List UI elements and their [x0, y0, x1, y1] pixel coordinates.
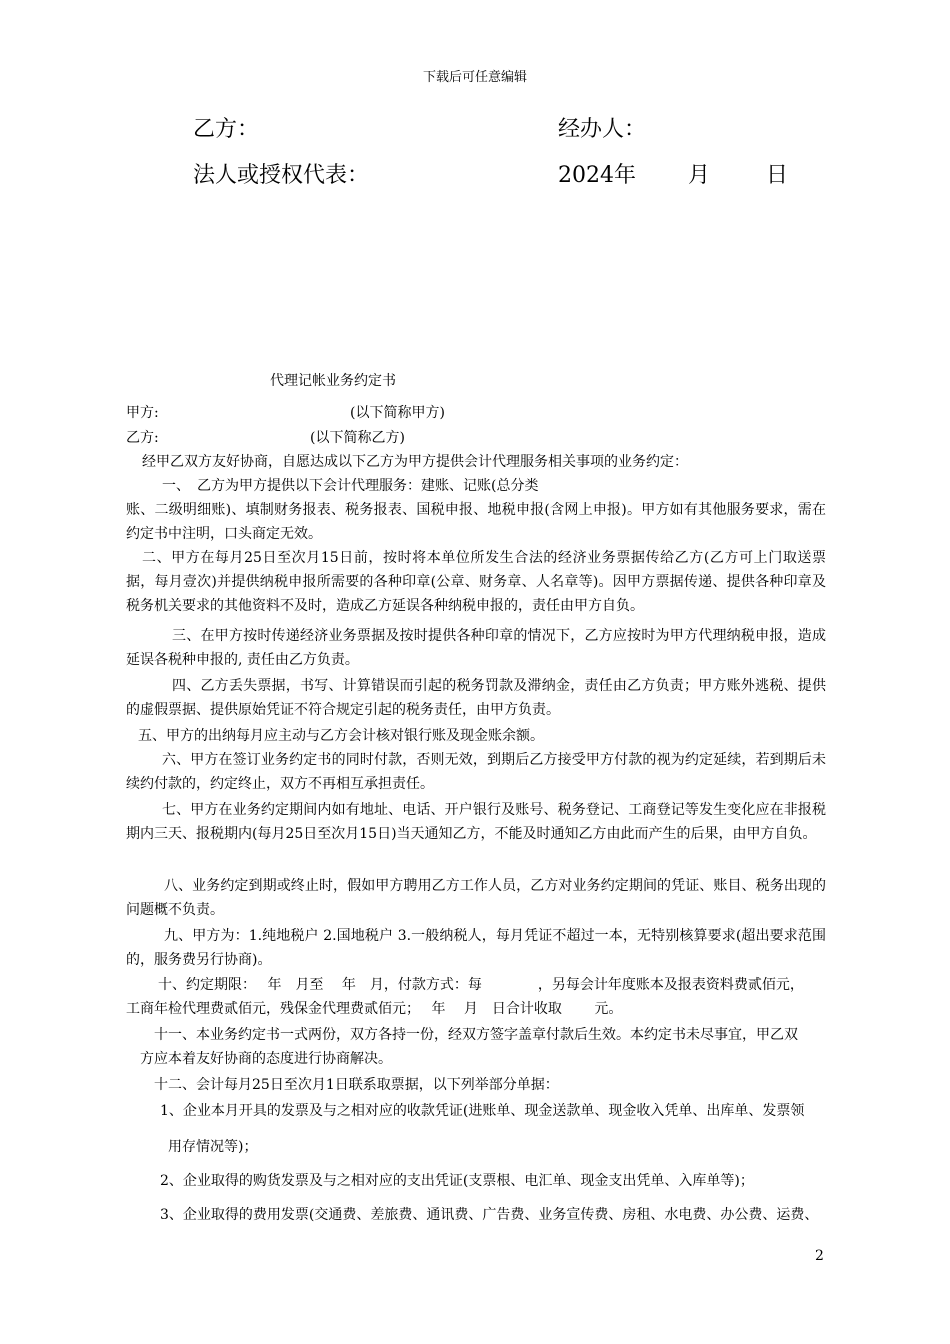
clause-3: 三、在甲方按时传递经济业务票据及按时提供各种印章的情况下，乙方应按时为甲方代理纳税申报，造成延误各税种申报的, 责任由乙方负责。	[126, 628, 826, 668]
page-header: 下载后可任意编辑	[422, 70, 527, 85]
clause-8: 八、业务约定到期或终止时，假如甲方聘用乙方工作人员，乙方对业务约定期间的凭证、账目、税务出现的问题概不负责。	[126, 878, 826, 918]
clause-10-line-2: 工商年检代理费贰佰元，残保金代理费贰佰元； 年 月 日合计收取 元。	[126, 1001, 623, 1017]
signature-year: 2024年	[558, 163, 636, 188]
legal-rep-label: 法人或授权代表：	[193, 163, 370, 188]
party-b-signature-label: 乙方：	[193, 117, 260, 142]
clause-5: 五、甲方的出纳每月应主动与乙方会计核对银行账及现金账余额。	[138, 728, 544, 744]
intro-paragraph: 经甲乙双方友好协商，自愿达成以下乙方为甲方提供会计代理服务相关事项的业务约定：	[142, 454, 688, 470]
clause-9: 九、甲方为：1.纯地税户 2.国地税户 3.一般纳税人，每月凭证不超过一本，无特别核算要求(超出要求范围的，服务费另行协商)。	[126, 928, 826, 968]
clause-1-first-line: 一、 乙方为甲方提供以下会计代理服务：建账、记账(总分类	[162, 478, 539, 494]
clause-6: 六、甲方在签订业务约定书的同时付款，否则无效，到期后乙方接受甲方付款的视为约定延续，若到期后未续约付款的，约定终止，双方不再相互承担责任。	[126, 752, 826, 792]
clause-1-continued: 账、二级明细账)、填制财务报表、税务报表、国税申报、地税申报(含网上申报)。甲方如有其他服务要求，需在约定书中注明，口头商定无效。	[126, 502, 826, 542]
signature-day: 日	[766, 163, 789, 188]
party-a-note: (以下简称甲方)	[350, 405, 445, 421]
clause-11-line-2: 方应本着友好协商的态度进行协商解决。	[140, 1051, 392, 1067]
list-item-3: 3、企业取得的费用发票(交通费、差旅费、通讯费、广告费、业务宣传费、房租、水电费、办公费、运费、	[160, 1207, 819, 1223]
list-item-1-line-1: 1、企业本月开具的发票及与之相对应的收款凭证(进账单、现金送款单、现金收入凭单、出库单、发票领	[160, 1103, 805, 1119]
clause-10-line-1: 十、约定期限： 年 月至 年 月，付款方式：每 ，另每会计年度账本及报表资料费贰佰元，	[158, 977, 804, 993]
party-b-label: 乙方:	[126, 430, 159, 446]
clause-11-line-1: 十一、本业务约定书一式两份，双方各持一份，经双方签字盖章付款后生效。本约定书未尽事宜，甲乙双	[154, 1027, 798, 1043]
clause-7: 七、甲方在业务约定期间内如有地址、电话、开户银行及账号、税务登记、工商登记等发生变化应在非报税期内三天、报税期内(每月25日至次月15日)当天通知乙方，不能及时通知乙方由此而产生的后果，由甲方自负。	[126, 802, 826, 842]
clause-12: 十二、会计每月25日至次月1日联系取票据，以下列举部分单据：	[154, 1077, 559, 1093]
party-b-note: (以下简称乙方)	[310, 430, 405, 446]
page-number: 2	[815, 1248, 824, 1264]
clause-2: 二、甲方在每月25日至次月15日前，按时将本单位所发生合法的经济业务票据传给乙方(乙方可上门取送票据，每月壹次)并提供纳税申报所需要的各种印章(公章、财务章、人名章等)。因甲方票据传递、提供各种印章及税务机关要求的其他资料不及时，造成乙方延误各种纳税申报的，责任由甲方自负。	[126, 550, 826, 614]
document-title: 代理记帐业务约定书	[270, 373, 396, 389]
list-item-2: 2、企业取得的购货发票及与之相对应的支出凭证(支票根、电汇单、现金支出凭单、入库单等)；	[160, 1173, 754, 1189]
clause-4: 四、乙方丢失票据，书写、计算错误而引起的税务罚款及滞纳金，责任由乙方负责；甲方账外逃税、提供的虚假票据、提供原始凭证不符合规定引起的税务责任，由甲方负责。	[126, 678, 826, 718]
list-item-1-line-2: 用存情况等)；	[168, 1139, 258, 1155]
signature-month: 月	[688, 163, 711, 188]
handler-label: 经办人：	[558, 117, 647, 142]
party-a-label: 甲方:	[126, 405, 159, 421]
